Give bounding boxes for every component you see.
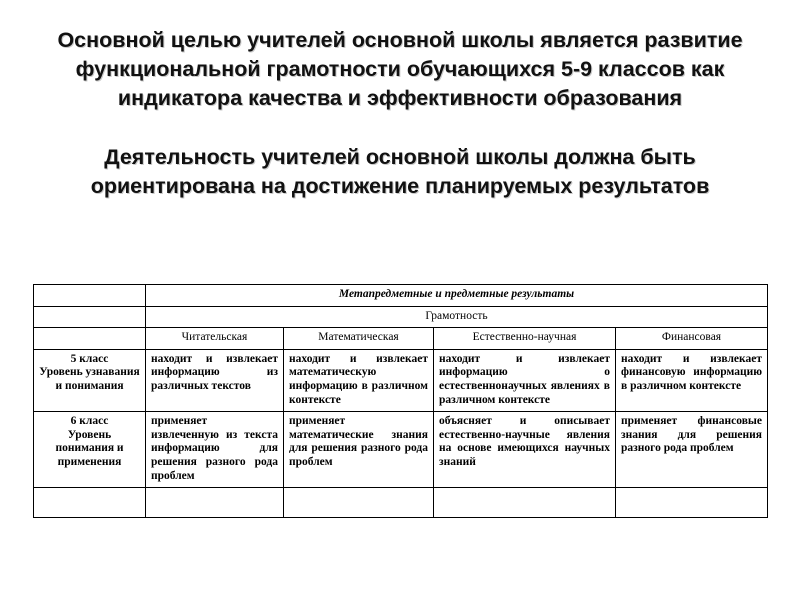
table-row: [34, 412, 768, 488]
table-row-spacer: [34, 488, 768, 518]
cell-grade6-math: применяет математические знания для решения разного рода проблем: [284, 412, 434, 488]
column-header-math: Математическая: [284, 328, 434, 350]
table-row-title: [34, 285, 768, 307]
results-table-wrapper: [33, 284, 767, 518]
results-table: [33, 284, 768, 518]
spacer-cell-1: [34, 488, 146, 518]
row-label-grade-6-main: 6 класс: [70, 415, 109, 428]
spacer-cell-5: [616, 488, 768, 518]
spacer-cell-4: [434, 488, 616, 518]
column-header-financial: Финансовая: [616, 328, 768, 350]
spacer-cell-2: [146, 488, 284, 518]
column-header-reading: Читательская: [146, 328, 284, 350]
row-label-grade-5-sub: Уровень узнавания и понимания: [39, 366, 140, 392]
table-row: [34, 349, 768, 411]
cell-grade5-science: находит и извлекает информацию о естественнонаучных явлениях в различном контексте: [434, 349, 616, 411]
table-blank-cell: [34, 306, 146, 328]
row-label-grade-5-main: 5 класс: [70, 352, 109, 365]
table-row-group-header: [34, 306, 768, 328]
row-label-grade-5: [34, 349, 146, 411]
row-label-grade-6-sub: Уровень понимания и применения: [55, 428, 124, 468]
page-subtitle: Деятельность учителей основной школы должна быть ориентирована на достижение планируемых результатов: [90, 145, 710, 198]
cell-grade6-financial: применяет финансовые знания для решения разного рода проблем: [616, 412, 768, 488]
page-title: Основной целью учителей основной школы является развитие функциональной грамотности обучающихся 5-9 классов как индикатора качества и эффективности образования: [57, 28, 743, 110]
table-title: Метапредметные и предметные результаты: [146, 285, 768, 307]
cell-grade6-reading: применяет извлеченную из текста информацию для решения разного рода проблем: [146, 412, 284, 488]
cell-grade5-reading: находит и извлекает информацию из различных текстов: [146, 349, 284, 411]
column-header-science: Естественно-научная: [434, 328, 616, 350]
spacer-cell-3: [284, 488, 434, 518]
row-label-grade-6: [34, 412, 146, 488]
table-group-header: Грамотность: [146, 306, 768, 328]
cell-grade5-math: находит и извлекает математическую информацию в различном контексте: [284, 349, 434, 411]
heading-block: [0, 0, 800, 201]
cell-grade6-science: объясняет и описывает естественно-научные явления на основе имеющихся научных знаний: [434, 412, 616, 488]
table-blank-cell-2: [34, 328, 146, 350]
cell-grade5-financial: находит и извлекает финансовую информацию в различном контексте: [616, 349, 768, 411]
table-corner-cell: [34, 285, 146, 307]
table-row-column-headers: [34, 328, 768, 350]
